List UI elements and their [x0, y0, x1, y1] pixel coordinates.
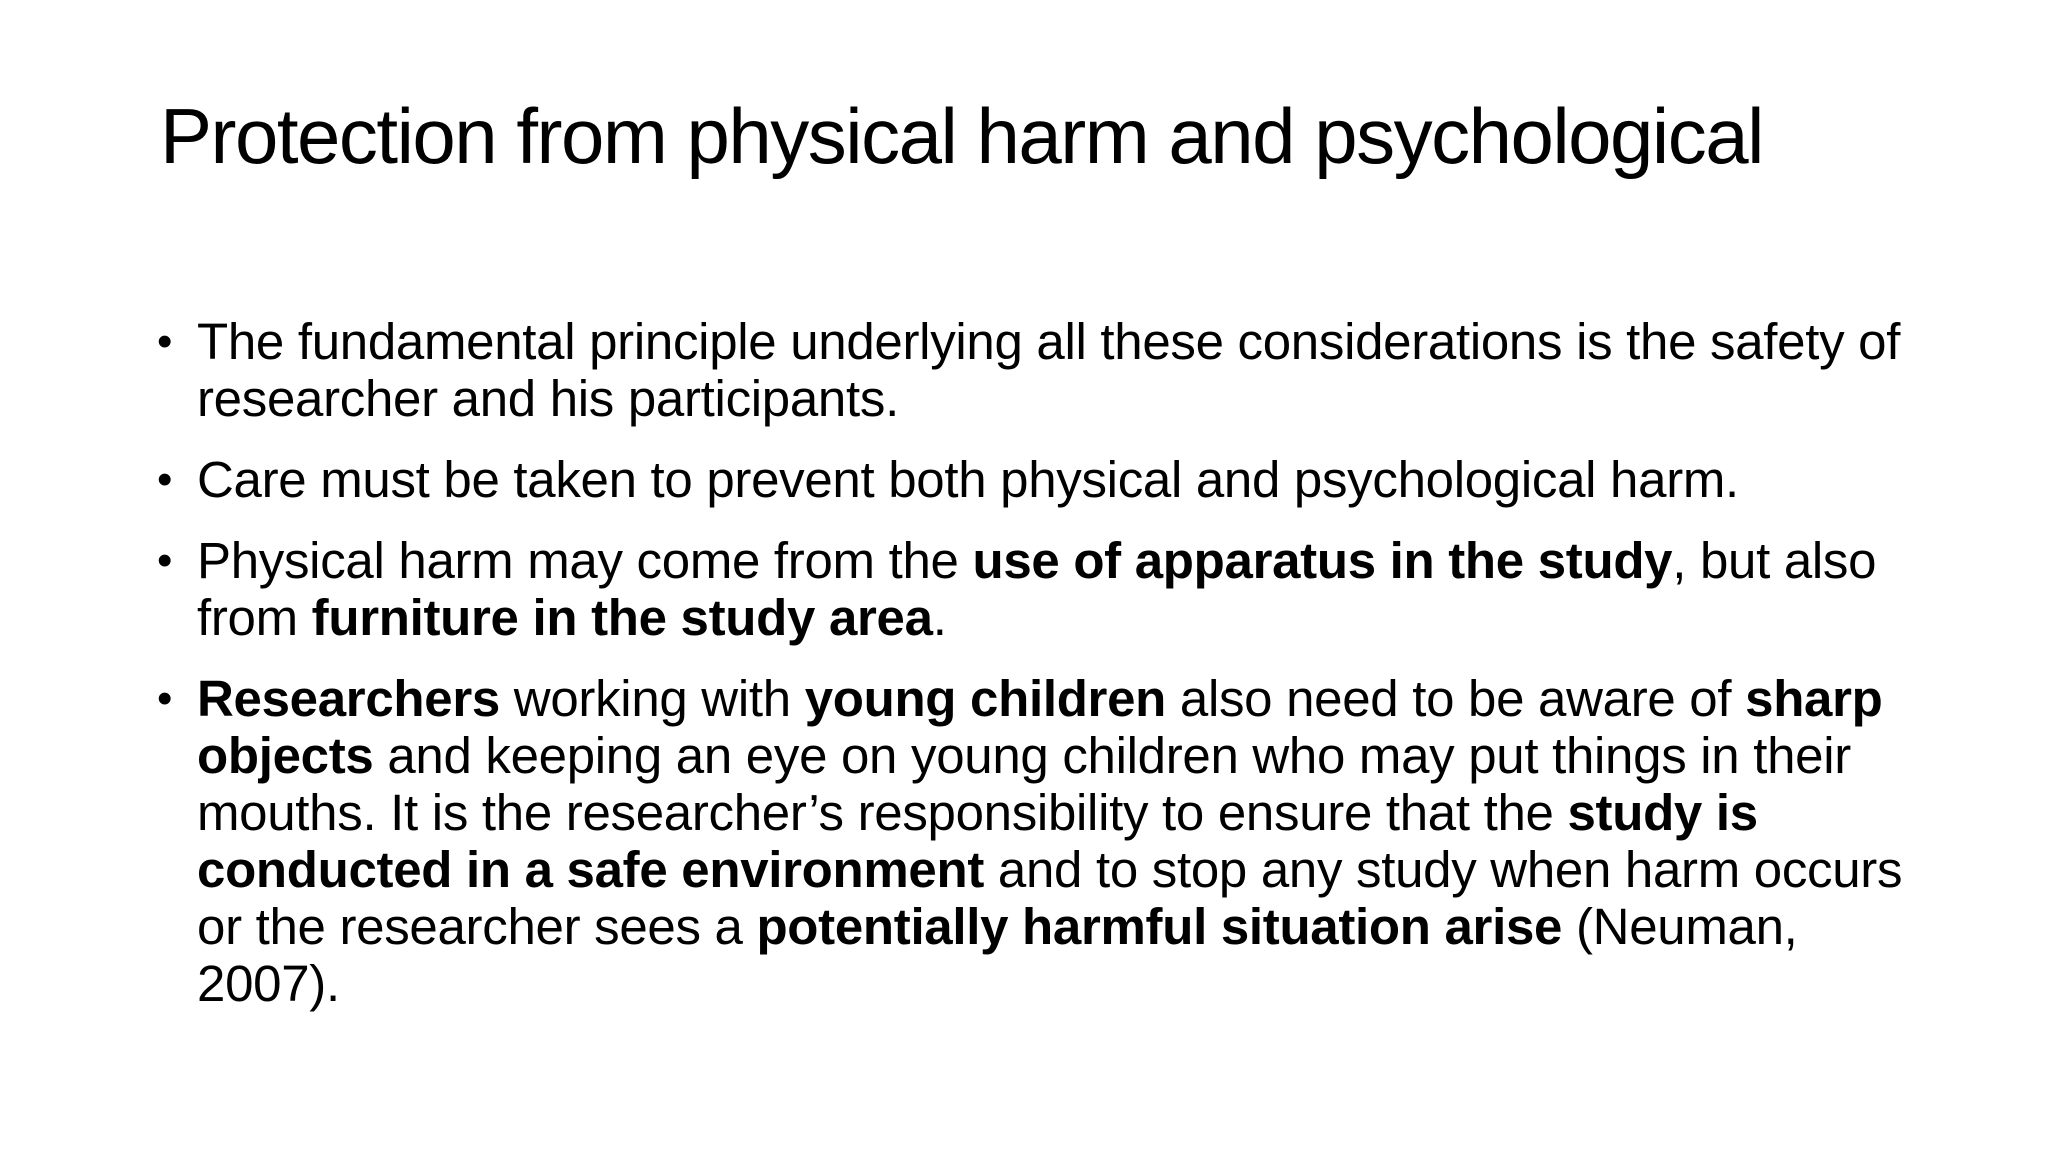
text-segment: The fundamental principle underlying all these considerations is the safety of researcher and his participants.	[197, 313, 1901, 427]
bullet-item	[157, 532, 1917, 646]
bullet-list	[157, 313, 1917, 1036]
text-segment: and keeping an eye on young children who may put things in their mouths. It is the researcher’s responsibility to ensure that the	[197, 727, 1851, 841]
text-segment: .	[932, 589, 947, 646]
bullet-text	[197, 670, 1902, 1012]
bullet-icon: •	[157, 317, 173, 366]
bold-phrase: use of apparatus in the study	[972, 532, 1673, 589]
text-segment: and to stop any study when harm occurs or the researcher sees a	[197, 841, 1903, 955]
bold-phrase: sharp objects	[197, 670, 1883, 784]
bold-phrase: potentially harmful situation arise	[756, 898, 1563, 955]
bullet-icon: •	[157, 674, 173, 723]
bullet-text	[197, 451, 1739, 508]
bullet-text	[197, 313, 1900, 427]
text-segment: also need to be aware of	[1166, 670, 1746, 727]
bullet-icon: •	[157, 536, 173, 585]
bullet-icon: •	[157, 455, 173, 504]
text-segment: working with	[499, 670, 805, 727]
bullet-item	[157, 451, 1917, 508]
bold-phrase: furniture in the study area	[311, 589, 933, 646]
bullet-item	[157, 670, 1917, 1012]
bold-phrase: study is conducted in a safe environment	[197, 784, 1758, 898]
text-segment: Care must be taken to prevent both physical and psychological harm.	[197, 451, 1739, 508]
bullet-item	[157, 313, 1917, 427]
text-segment: Physical harm may come from the	[197, 532, 973, 589]
bold-phrase: Researchers	[197, 670, 500, 727]
text-segment: (Neuman, 2007).	[197, 898, 1798, 1012]
text-segment: , but also from	[197, 532, 1877, 646]
slide-title: Protection from physical harm and psychological	[160, 92, 1763, 180]
bullet-text	[197, 532, 1876, 646]
bold-phrase: young children	[804, 670, 1167, 727]
